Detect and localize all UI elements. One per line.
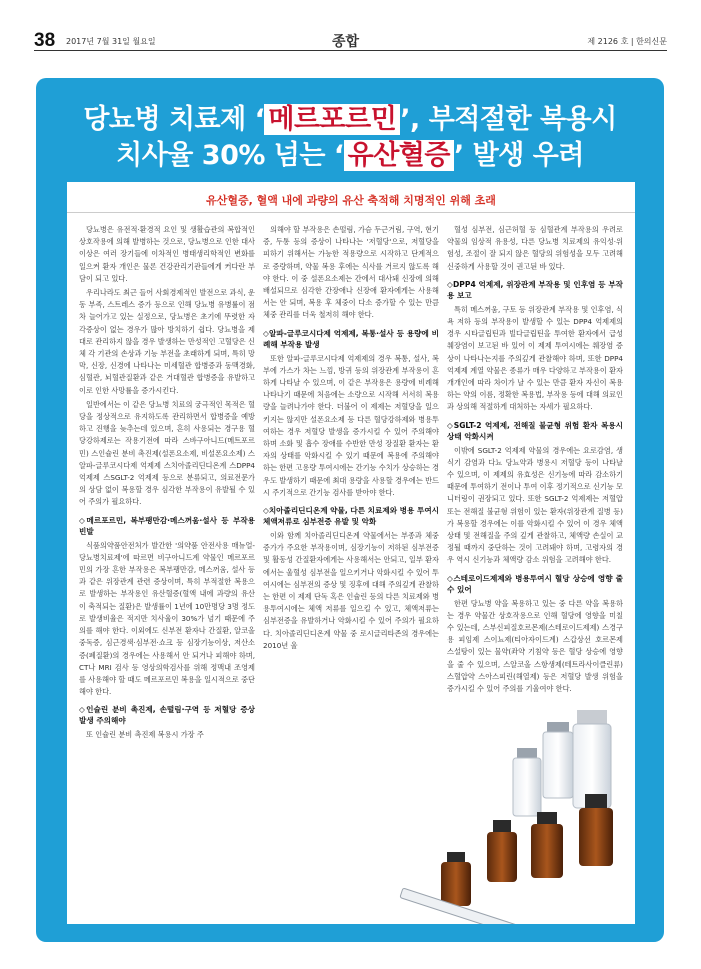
section-heading: ◇스테로이드제제와 병용투여시 혈당 상승에 영향 줄 수 있어	[447, 573, 623, 594]
paragraph: 일반에서는 이 같은 당뇨병 치료의 궁극적인 목적은 혈당을 정상적으로 유지하도록 관리하면서 합병증을 예방하고 진행을 늦추는데 있으며, 흔히 사용되는 경구용 혈당강하제로는 작용기전에 따라 스바구아니드(메트포르민) 스인슐린 분비 촉진제(설폰요소제, 비설폰요소제) 스알파-글루코시다제 억제제 스치아졸리딘디온계 스DPP4 억제제 스SGLT-2 억제제 등으로 분류되고, 의료전문가의 상담 없이 복용할 경우 심각한 부작용이 유발될 수 있어 주의가 필요하다.	[79, 399, 255, 507]
subtitle-rule	[67, 212, 635, 213]
issue-info: 제 2126 호 | 한의신문	[587, 37, 667, 46]
headline-1-before: 당뇨병 치료제 ‘	[83, 104, 265, 135]
section-heading: ◇DPP4 억제제, 위장관계 부작용 및 인후염 등 부작용 보고	[447, 279, 623, 300]
paragraph: 혈성 심부전, 심근허혈 등 심혈관계 부작용의 우려로 약물의 임상적 유용성, 다른 당뇨병 치료제의 유익성·위험성, 조절이 잘 되지 않은 혈당의 위험성을 모두 고려해 신중하게 사용할 것이 권고된 바 있다.	[447, 225, 623, 271]
section-heading: ◇알파-글루코시다제 억제제, 복통·설사 등 용량에 비례해 부작용 발생	[263, 328, 439, 349]
column-1	[79, 224, 255, 744]
headline-line-2	[36, 140, 664, 172]
page-header	[0, 0, 701, 51]
paragraph: 이밖에 SGLT-2 억제제 약물의 경우에는 요로감염, 생식기 감염과 다뇨 당뇨약과 병용시 저혈당 등이 나타날 수 있으며, 이 제제의 유효성은 신기능에 따라 감소하기 때문에 투여하기 전이나 투여 이후 정기적으로 신기능 모니터링이 권장되고 있다. 또한 SGLT-2 억제제는 저혈압 또는 전해질 불균형 위험이 있는 환자(위장관계 질병 등)가 복용할 경우에는 이를 악화시킬 수 있어 이 경우 체액상태 및 전해질을 주의 깊게 관찰하고, 체액량 손실이 교정될 때까지 중단하는 것이 고려돼야 하며, 고령자의 경우 역시 신기능과 체액량 감소 위험을 고려해야 한다.	[447, 445, 623, 565]
column-2	[263, 224, 439, 654]
column-3	[447, 224, 623, 714]
paragraph: 특히 메스꺼움, 구토 등 위장관계 부작용 및 인후염, 식욕 저하 등의 부작용이 발생할 수 있는 DPP4 억제제의 경우 시타글립틴과 빌다글립틴을 투여한 환자에서 급성 췌장염이 보고된 바 있어 이 제제 투여시에는 췌장염 증상이 나타나는지를 주의깊게 관찰해야 하며, 또한 DPP4 억제제 계열 약물은 종류가 매우 다양하고 부작용이 환자 개개인에 따라 차이가 날 수 있는 만큼 환자 자신이 복용하는 약의 이름, 정확한 복용법, 부작용 등에 대해 의료인과 상의해 적절하게 대처하는 자세가 필요하다.	[447, 304, 623, 412]
issue-date: 2017년 7월 31일 월요일	[66, 37, 156, 46]
headline-2-after: ’ 발생 우려	[453, 140, 584, 171]
paragraph: 의해야 할 부작용은 손떨림, 가슴 두근거림, 구역, 현기증, 두통 등의 증상이 나타나는 '저혈당'으로, 저혈당을 피하기 위해서는 가능한 적용량으로 시작하고 단계적으로 증량하며, 약물 복용 후에는 식사를 거르지 않도록 해야 한다. 이 중 설폰요소제는 간에서 대사돼 신장에 의해 배설되므로 심각한 간장애나 신장애 환자에게는 사용해서는 안 되며, 복용 후 체중이 다소 증가할 수 있는 만큼 체중 관리를 더욱 철저히 해야 한다.	[263, 225, 439, 320]
headline-line-1	[36, 104, 664, 136]
article-subtitle: 유산혈증, 혈액 내에 과량의 유산 축적해 치명적인 위해 초래	[206, 194, 496, 207]
paragraph: 당뇨병은 유전적·환경적 요인 및 생활습관의 복합적인 상호작용에 의해 발병하는 것으로, 당뇨병으로 인한 대사이상은 여러 장기들에 이차적인 병태생리학적인 변화를 일으켜 환자 개인은 물론 건강관리기관들에게 커다란 부담이 되고 있다.	[79, 225, 255, 283]
paragraph: 식품의약품안전처가 발간한 '의약품 안전사용 매뉴얼-당뇨병치료제'에 따르면 비구아니드계 약물인 메르포르민의 가장 흔한 부작용은 복부팽만감, 메스꺼움, 설사 등과 같은 위장관계 관련 증상이며, 특히 부적절한 복용으로 발생하는 부작용인 유산혈증(혈액 내에 과량의 유산이 축적되는 질환)은 발생률이 1년에 10만명당 3명 정도로 발생비율은 적지만 치사율이 30%가 넘기 때문에 주의를 해야 한다. 이외에도 신부전 환자나 간질환, 알코올 중독증, 심근경색·심부전·쇼크 등 심장기능이상, 저산소증(폐질환)의 경우에는 사용해서 안 되거나 피해야 하며, CT나 MRI 검사 등 영상의학검사를 위해 정맥내 조영제를 사용해야 할 때도 메르포르민 복용을 일시적으로 중단해야 한다.	[79, 540, 255, 697]
paragraph: 또한 알파-글루코시다제 억제제의 경우 복통, 설사, 복부에 가스가 차는 느낌, 방귀 등의 위장관계 부작용이 흔하게 나타날 수 있으며, 이 같은 부작용은 용량에 비례해 나타나기 때문에 처음에는 소량으로 시작해 서서히 복용량을 늘려나가야 한다. 더불어 이 제제는 저혈당을 일으키지는 않지만 설폰요소제 등 다른 혈당강하제와 병용투여하는 경우 저혈당 발생을 증가시킬 수 있어 주의해야 하며 소화 및 흡수 장애를 수반한 만성 장질환 환자는 환자의 상태를 악화시킬 수 있기 때문에 복용에 주의해야 하는 한편 고용량 투여시에는 간기능 수치가 상승하는 경우도 발생하기 때문에 최대 용량을 사용할 경우에는 반드시 주기적으로 간기능 검사를 받아야 한다.	[263, 353, 439, 497]
section-heading: ◇메르포르민, 복부팽만감·메스꺼움·설사 등 부작용 빈발	[79, 515, 255, 536]
headline-1-after: ’, 부적절한 복용시	[400, 104, 617, 135]
section-name: 종합	[332, 34, 360, 50]
paragraph: 우리나라도 최근 들어 사회경제적인 발전으로 과식, 운동 부족, 스트레스 증가 등으로 인해 당뇨병 유병률이 점차 늘어가고 있는 실정으로, 당뇨병은 초기에 뚜렷한 자각증상이 없는 경우가 많아 방치하기 쉽다. 당뇨병을 제대로 관리하지 않을 경우 발생하는 만성적인 고혈당은 신체 각 기관의 손상과 기능 부전을 초래하게 되며, 특히 망막, 신장, 신경에 나타나는 미세혈관 합병증과 동맥경화, 심혈관, 뇌혈관질환과 같은 거대혈관 합병증을 유발하고 이로 인한 사망률을 증가시킨다.	[79, 288, 255, 395]
page-number: 38	[34, 30, 56, 51]
medicine-bottles-illustration	[397, 702, 635, 924]
headline-2-before: 치사율 30% 넘는 ‘	[116, 140, 344, 171]
article-body-card	[67, 182, 635, 924]
section-heading: ◇치아졸리딘디온계 약물, 다른 치료제와 병용 투여시 체액저류로 심부전증 유발 및 악화	[263, 506, 439, 527]
header-rule	[34, 50, 667, 51]
paragraph: 또 인슐린 분비 촉진제 복용시 가장 주	[86, 730, 204, 740]
headline-1-highlight: 메르포르민	[264, 104, 400, 135]
headline-2-highlight: 유산혈증	[344, 140, 454, 171]
paragraph: 이와 함께 치아졸리딘디온계 약물에서는 부종과 체중 증가가 주요한 부작용이며, 심장기능이 저하된 심부전증 및 활동성 간질환자에게는 사용해서는 안되고, 일부 환자에서는 울혈성 심부전을 일으키거나 악화시킬 수 있어 투여시에는 심부전의 증상 및 징후에 대해 주의깊게 관찰하는 한편 이 제제 단독 혹은 인슐린 등의 다른 치료제와 병용투여시에는 체액 저류를 일으킬 수 있고, 체액저류는 심부전증을 유발하거나 악화시킬 수 있어 주의가 필요하다. 치아졸리딘디온계 약물 중 로시글리타존의 경우에는 2010년 울	[263, 531, 439, 650]
section-heading: ◇SGLT-2 억제제, 전해질 불균형 위험 환자 복용시 상태 악화시켜	[447, 420, 623, 441]
paragraph: 한편 당뇨병 약을 복용하고 있는 중 다른 약을 복용하는 경우 약물간 상호작용으로 인해 혈당에 영향을 미칠 수 있는데, 스부신피질호르몬제(스테로이드제제) 스경구용 피임제 스이뇨제(티아자이드계) 스갑상선 호르몬제 스설탕이 있는 물약(좌약 기침약 등은 혈당 상승에 영향을 줄 수 있으며, 스알코올 스항생제(테트라사이클린류) 스혈압약 스아스피린(해열제) 등은 저혈당 발생 위험을 증가시킬 수 있어 주의를 기울여야 한다.	[447, 598, 623, 694]
section-heading: ◇인슐린 분비 촉진제, 손떨림·구역 등 저혈당 증상 발생 주의해야	[79, 705, 255, 726]
